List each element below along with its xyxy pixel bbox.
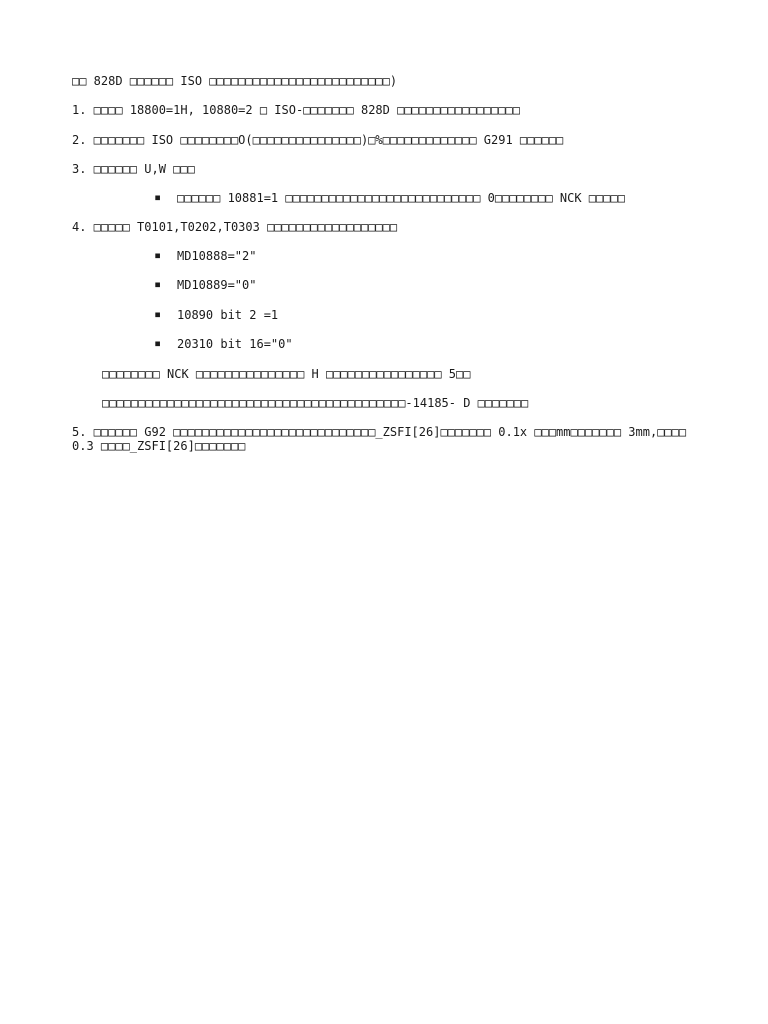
bullet-icon: ▪ xyxy=(154,277,162,291)
item4-sub-bullet: 20310 bit 16="0" xyxy=(177,337,293,351)
bullet-icon: ▪ xyxy=(154,248,162,262)
list-item-1: 1. □□□□ 18800=1H, 10880=2 □ ISO-□□□□□□□ 828D □□□□□□□□□□□□□□□□□ xyxy=(72,103,520,117)
item4-sub-bullet: MD10888="2" xyxy=(177,249,257,263)
item3-sub-bullet: □□□□□□ 10881=1 □□□□□□□□□□□□□□□□□□□□□□□□□□□ 0□□□□□□□□ NCK □□□□□ xyxy=(177,191,625,205)
list-item-4: 4. □□□□□ T0101,T0202,T0303 □□□□□□□□□□□□□□□□□□ xyxy=(72,220,398,234)
list-item-5: 5. □□□□□□ G92 □□□□□□□□□□□□□□□□□□□□□□□□□□□□_ZSFI[26]□□□□□□□ 0.1x □□□mm□□□□□□□ 3mm,□□□□ 0.3 □□□□_ZSFI[26]□□□□□□□ xyxy=(72,425,694,453)
list-item-2: 2. □□□□□□□ ISO □□□□□□□□O(□□□□□□□□□□□□□□□)□%□□□□□□□□□□□□□ G291 □□□□□□ xyxy=(72,133,564,147)
item4-note: □□□□□□□□□□□□□□□□□□□□□□□□□□□□□□□□□□□□□□□□□□-14185- D □□□□□□□ xyxy=(102,396,529,410)
intro-line: □□ 828D □□□□□□ ISO □□□□□□□□□□□□□□□□□□□□□□□□□) xyxy=(72,74,398,88)
item4-note: □□□□□□□□ NCK □□□□□□□□□□□□□□□ H □□□□□□□□□□□□□□□□ 5□□ xyxy=(102,367,471,381)
item4-sub-bullet: 10890 bit 2 =1 xyxy=(177,308,279,322)
bullet-icon: ▪ xyxy=(154,307,162,321)
bullet-icon: ▪ xyxy=(154,190,162,204)
item4-sub-bullet: MD10889="0" xyxy=(177,278,257,292)
list-item-3: 3. □□□□□□ U,W □□□ xyxy=(72,162,195,176)
bullet-icon: ▪ xyxy=(154,336,162,350)
